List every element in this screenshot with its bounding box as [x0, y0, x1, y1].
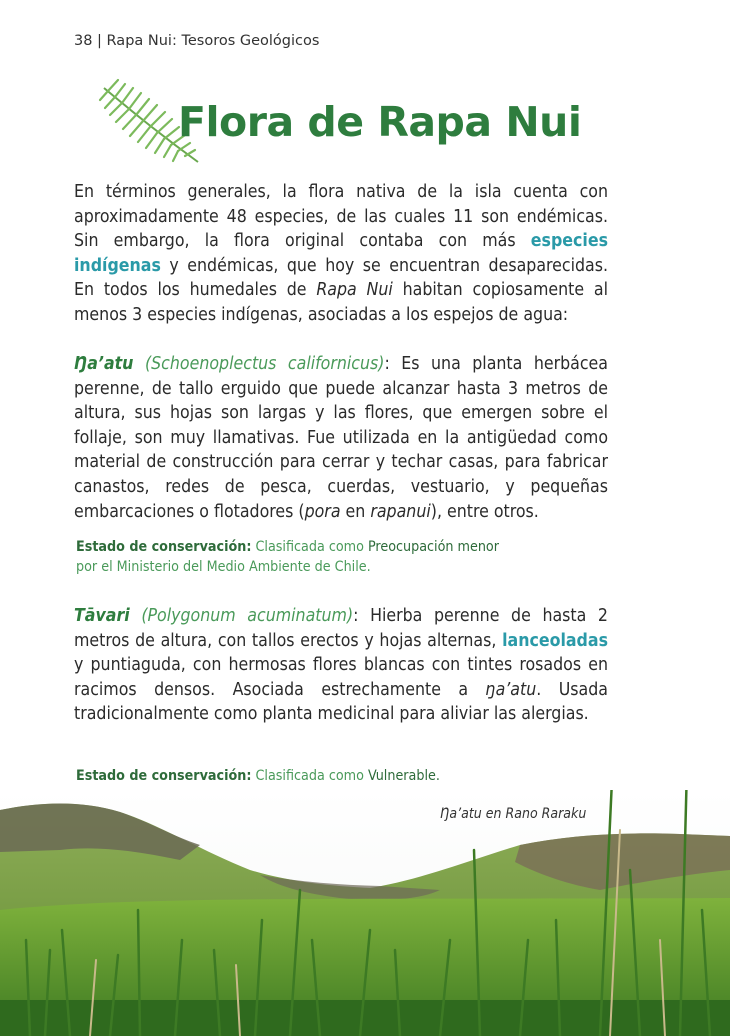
scientific-name: (Schoenoplectus californicus)	[144, 354, 385, 374]
landscape-photo	[0, 790, 730, 1036]
conservation-status-ngaatu: Estado de conservación: Clasificada como Preocupación menor por el Ministerio del Medio Ambiente de Chile.	[76, 539, 499, 575]
conservation-status-tavari: Estado de conservación: Clasificada como Vulnerable.	[76, 768, 440, 784]
photo-caption: Ŋa’atu en Rano Raraku	[440, 806, 587, 822]
species-paragraph-ngaatu: Ŋa’atu (Schoenoplectus californicus): Es una planta herbácea perenne, de tallo erguido que puede alcanzar hasta 3 metros de altura, sus hojas son largas y las flores, que emergen sobre el follaje, son muy llamativas. Fue utilizada en la antigüedad como material de construcción para cerrar y techar casas, para fabricar canastos, redes de pesca, cuerdas, vestuario, y pequeñas embarcaciones o flotadores (pora en rapanui), entre otros.	[74, 354, 608, 522]
species-name: Ŋa’atu	[74, 354, 134, 374]
species-paragraph-tavari: Tāvari (Polygonum acuminatum): Hierba perenne de hasta 2 metros de altura, con tallos erectos y hojas alternas, lanceoladas y puntiaguda, con hermosas flores blancas con tintes rosados en racimos densos. Asociada estrechamente a ŋa’atu. Usada tradicionalmente como planta medicinal para aliviar las alergias.	[74, 606, 609, 725]
highlight-term: lanceoladas	[502, 630, 608, 651]
scientific-name: (Polygonum acuminatum)	[141, 606, 354, 626]
running-head: 38 | Rapa Nui: Tesoros Geológicos	[74, 33, 320, 49]
page-title: Flora de Rapa Nui	[178, 98, 582, 146]
intro-paragraph: En términos generales, la flora nativa de la isla cuenta con aproximadamente 48 especies, de las cuales 11 son endémicas. Sin embargo, la flora original contaba con más especies indígenas y endémicas, que hoy se encuentran desaparecidas. En todos los humedales de Rapa Nui habitan copiosamente al menos 3 especies indígenas, asociadas a los espejos de agua:	[74, 182, 608, 325]
highlight-term: especies indígenas	[74, 231, 608, 276]
species-name: Tāvari	[74, 606, 130, 626]
